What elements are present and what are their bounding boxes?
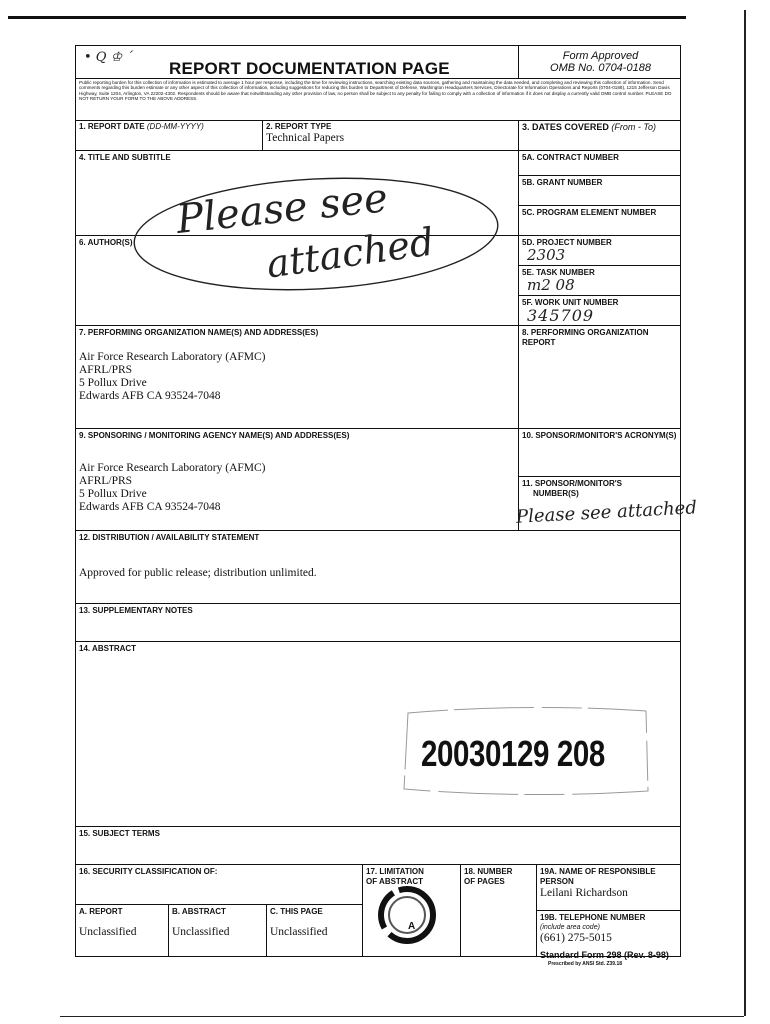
responsible-person-value: Leilani Richardson xyxy=(540,887,628,899)
responsible-person-label: 19A. NAME OF RESPONSIBLE xyxy=(540,867,656,876)
telephone-value: (661) 275-5015 xyxy=(540,932,612,944)
subject-terms-cell xyxy=(76,826,680,864)
sponsor-number-handwriting: Please see attached xyxy=(515,497,698,528)
performing-org-cell xyxy=(76,325,518,428)
this-page-class-cell xyxy=(266,904,362,957)
report-type-label: 2. REPORT TYPE xyxy=(266,122,332,131)
project-number-label: 5D. PROJECT NUMBER xyxy=(522,238,612,247)
responsible-person-cell xyxy=(536,864,680,910)
address-line: Air Force Research Laboratory (AFMC) xyxy=(79,462,266,474)
dates-covered-cell xyxy=(518,120,680,150)
grant-number-cell xyxy=(518,175,680,205)
work-unit-value: 345709 xyxy=(527,306,595,325)
address-line: AFRL/PRS xyxy=(79,364,133,376)
limitation-label: 17. LIMITATION xyxy=(366,867,424,876)
sponsoring-agency-cell xyxy=(76,428,518,530)
work-unit-label: 5F. WORK UNIT NUMBER xyxy=(522,298,619,307)
subject-terms-label: 15. SUBJECT TERMS xyxy=(79,829,160,838)
burden-notice: Public reporting burden for this collection of information is estimated to average 1 hour per response, including the time for reviewing instructions, searching existing data sources, gathering and maintaining the data needed, and completing and reviewing this collection of information. Send comments regarding this burden estimate or any other aspect of this collection of information, including suggestions for reducing this burden to Department of Defense, Washington Headquarters Services, Directorate for Information Operations and Reports (0704-0188), 1215 Jefferson Davis Highway, Suite 1204, Arlington, VA 22202-4302. Respondents should be aware that notwithstanding any other provision of law, no person shall be subject to any penalty for failing to comply with a collection of information if it does not display a currently valid OMB control number. PLEASE DO NOT RETURN YOUR FORM TO THE ABOVE ADDRESS. xyxy=(76,78,680,120)
supplementary-notes-label: 13. SUPPLEMENTARY NOTES xyxy=(79,606,193,615)
grant-number-label: 5B. GRANT NUMBER xyxy=(522,178,603,187)
address-line: AFRL/PRS xyxy=(79,475,133,487)
handwriting-please-see: Please see xyxy=(174,175,390,243)
stamp-number: 20030129 208 xyxy=(421,733,605,774)
report-type-value: Technical Papers xyxy=(266,132,345,144)
performing-org-report-cell xyxy=(518,325,680,428)
limitation-circle-mark xyxy=(376,884,438,946)
abstract-class-cell xyxy=(168,904,266,957)
number-of-pages-cell xyxy=(460,864,536,957)
right-border-line xyxy=(744,10,746,1016)
number-of-pages-label: 18. NUMBER xyxy=(464,867,513,876)
this-page-class-value: Unclassified xyxy=(270,926,328,938)
report-class-label: A. REPORT xyxy=(79,907,123,916)
report-class-cell xyxy=(76,904,168,957)
security-classification-cell xyxy=(76,864,362,904)
distribution-cell xyxy=(76,530,680,603)
omb-box xyxy=(518,46,682,78)
report-class-value: Unclassified xyxy=(79,926,137,938)
sponsor-acronym-cell xyxy=(518,428,680,476)
abstract-label: 14. ABSTRACT xyxy=(79,644,137,653)
distribution-label: 12. DISTRIBUTION / AVAILABILITY STATEMENT xyxy=(79,533,260,542)
prescribed-by: Prescribed by ANSI Std. Z39.18 xyxy=(548,961,623,967)
telephone-label: 19B. TELEPHONE NUMBER xyxy=(540,913,646,922)
standard-form-number: Standard Form 298 (Rev. 8-98) xyxy=(540,950,669,960)
security-classification-label: 16. SECURITY CLASSIFICATION OF: xyxy=(79,867,218,876)
this-page-class-label: C. THIS PAGE xyxy=(270,907,323,916)
handwriting-attached: attached xyxy=(263,219,437,287)
title-subtitle-label: 4. TITLE AND SUBTITLE xyxy=(79,153,171,162)
sponsor-number-label: 11. SPONSOR/MONITOR'S xyxy=(522,479,622,488)
report-date-label: 1. REPORT DATE (DD-MM-YYYY) xyxy=(79,122,204,131)
limitation-label-2: OF ABSTRACT xyxy=(366,877,424,886)
handwritten-mark: • Q ♔ ˊ xyxy=(84,50,133,65)
abstract-class-value: Unclassified xyxy=(172,926,230,938)
task-number-cell xyxy=(518,265,680,295)
sponsoring-agency-address xyxy=(76,441,518,514)
sponsoring-agency-label: 9. SPONSORING / MONITORING AGENCY NAME(S) AND ADDRESS(ES) xyxy=(79,431,350,440)
sponsor-number-label-2: NUMBER(S) xyxy=(533,489,579,498)
report-type-cell xyxy=(262,120,518,150)
performing-org-report-label: 8. PERFORMING ORGANIZATION REPORT xyxy=(522,328,649,347)
performing-org-label: 7. PERFORMING ORGANIZATION NAME(S) AND ADDRESS(ES) xyxy=(79,328,319,337)
top-border-line xyxy=(8,16,686,19)
address-line: Air Force Research Laboratory (AFMC) xyxy=(79,351,266,363)
telephone-hint: (include area code) xyxy=(540,924,600,931)
work-unit-cell xyxy=(518,295,680,325)
address-line: 5 Pollux Drive xyxy=(79,377,147,389)
project-number-value: 2303 xyxy=(527,246,566,264)
limitation-value: A xyxy=(408,921,416,932)
performing-org-address xyxy=(76,338,518,403)
form-approved-text: Form Approved xyxy=(562,50,639,62)
task-number-value: m2 08 xyxy=(527,276,575,294)
authors-label: 6. AUTHOR(S) xyxy=(79,238,133,247)
report-documentation-form xyxy=(75,45,698,957)
distribution-value: Approved for public release; distribution unlimited. xyxy=(79,567,317,579)
abstract-class-label: B. ABSTRACT xyxy=(172,907,226,916)
number-of-pages-label-2: OF PAGES xyxy=(464,877,505,886)
program-element-label: 5C. PROGRAM ELEMENT NUMBER xyxy=(522,208,657,217)
form-title: REPORT DOCUMENTATION PAGE xyxy=(169,59,450,78)
program-element-cell xyxy=(518,205,680,235)
address-line: 5 Pollux Drive xyxy=(79,488,147,500)
contract-number-label: 5A. CONTRACT NUMBER xyxy=(522,153,619,162)
task-number-label: 5E. TASK NUMBER xyxy=(522,268,595,277)
project-number-cell xyxy=(518,235,680,265)
sponsor-acronym-label: 10. SPONSOR/MONITOR'S ACRONYM(S) xyxy=(522,431,677,440)
bottom-border-line xyxy=(60,1016,744,1017)
dates-covered-label: 3. DATES COVERED (From - To) xyxy=(522,122,657,132)
supplementary-notes-cell xyxy=(76,603,680,641)
address-line: Edwards AFB CA 93524-7048 xyxy=(79,390,221,402)
contract-number-cell xyxy=(518,150,680,175)
address-line: Edwards AFB CA 93524-7048 xyxy=(79,501,221,513)
omb-number: OMB No. 0704-0188 xyxy=(550,62,651,74)
responsible-person-label-2: PERSON xyxy=(540,877,574,886)
